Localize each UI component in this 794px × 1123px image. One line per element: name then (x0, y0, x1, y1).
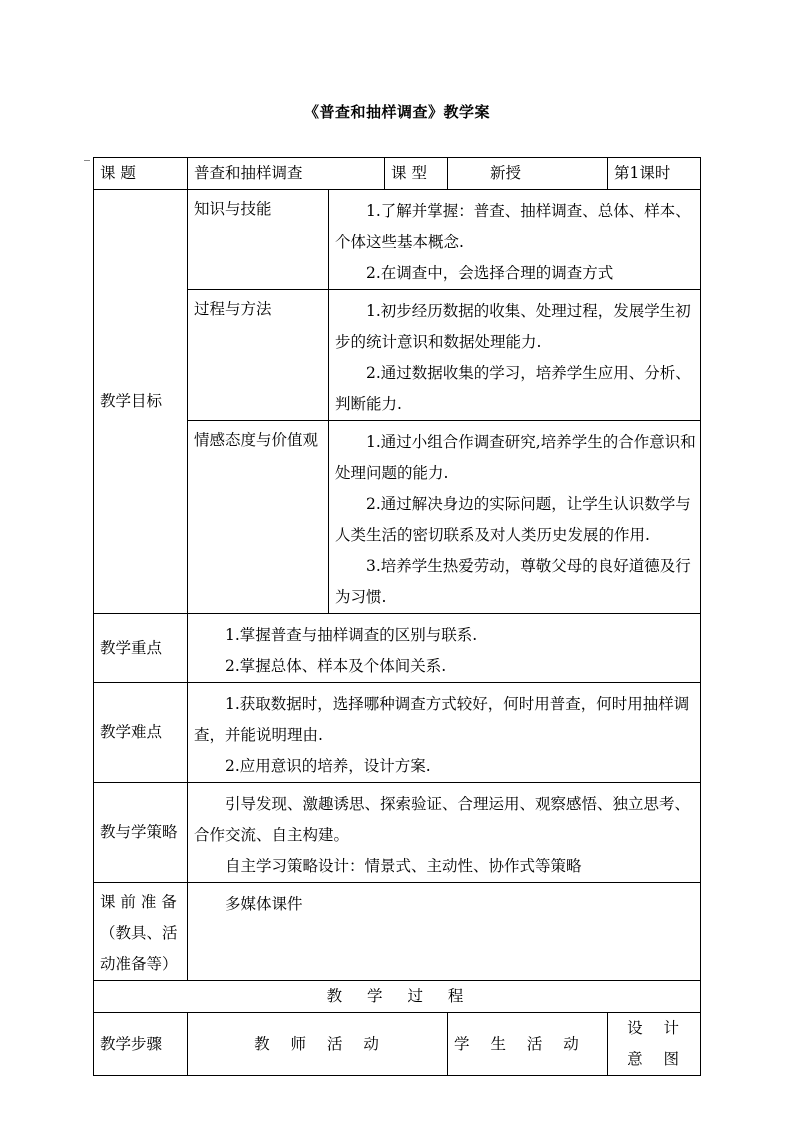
process-heading-text: 教 学 过 程 (326, 987, 474, 1005)
col-teacher-text: 教 师 活 动 (254, 1034, 387, 1053)
preparation-value-cell (188, 883, 701, 981)
key-points-items (188, 614, 701, 683)
strategy-label: 教与学策略 (94, 783, 188, 883)
key-points-label: 教学重点 (94, 614, 188, 683)
objective-item: 1.初步经历数据的收集、处理过程，发展学生初步的统计意识和数据处理能力. (335, 302, 691, 351)
lesson-plan-table (93, 157, 701, 1076)
objective-item: 2.通过解决身边的实际问题，让学生认识数学与人类生活的密切联系及对人类历史发展的作用. (335, 495, 691, 544)
preparation-label (94, 883, 188, 981)
preparation-value: 多媒体课件 (225, 895, 303, 913)
objective-group-name: 过程与方法 (188, 290, 329, 421)
subject-value: 普查和抽样调查 (188, 158, 385, 190)
page-title: 《普查和抽样调查》教学案 (303, 103, 490, 121)
preparation-label-line: （教具、活 (100, 924, 178, 942)
objective-item: 2.在调查中，会选择合理的调查方式 (366, 264, 614, 282)
type-value: 新授 (448, 158, 608, 190)
objective-item: 1.通过小组合作调查研究,培养学生的合作意识和处理问题的能力. (335, 433, 696, 482)
objective-item: 2.通过数据收集的学习，培养学生应用、分析、判断能力. (335, 364, 691, 413)
difficulty-item: 2.应用意识的培养，设计方案. (225, 757, 431, 775)
preparation-row (94, 883, 701, 981)
difficulty-item: 1.获取数据时，选择哪种调查方式较好，何时用普查，何时用抽样调查，并能说明理由. (194, 695, 690, 744)
strategy-item: 引导发现、激趣诱思、探索验证、合理运用、观察感悟、独立思考、合作交流、自主构建。 (194, 795, 691, 844)
preparation-label-line: 课 前 准 备 (100, 893, 177, 911)
preparation-label-line: 动准备等） (100, 955, 178, 973)
period-value: 第1课时 (608, 158, 701, 190)
strategy-row (94, 783, 701, 883)
objective-group-name: 情感态度与价值观 (188, 421, 329, 614)
strategy-item: 自主学习策略设计：情景式、主动性、协作式等策略 (225, 857, 582, 875)
difficulties-row (94, 683, 701, 783)
col-intent-text: 设 计 意 图 (627, 1019, 687, 1068)
header-row (94, 158, 701, 190)
objective-item: 3.培养学生热爱劳动，尊敬父母的良好道德及行为习惯. (335, 557, 691, 606)
objective-items (329, 421, 701, 614)
col-student (448, 1013, 608, 1076)
key-point-item: 1.掌握普查与抽样调查的区别与联系. (225, 626, 478, 644)
objective-row-knowledge (94, 190, 701, 290)
difficulties-items (188, 683, 701, 783)
process-heading (94, 981, 701, 1013)
objectives-label: 教学目标 (94, 190, 188, 614)
objective-items (329, 290, 701, 421)
strategy-items (188, 783, 701, 883)
margin-mark: _ (84, 147, 90, 161)
type-label: 课 型 (385, 158, 448, 190)
process-heading-row (94, 981, 701, 1013)
objective-item: 1.了解并掌握：普查、抽样调查、总体、样本、个体这些基本概念. (335, 202, 691, 251)
col-teacher (188, 1013, 448, 1076)
col-step: 教学步骤 (94, 1013, 188, 1076)
key-point-item: 2.掌握总体、样本及个体间关系. (225, 657, 447, 675)
objective-group-name: 知识与技能 (188, 190, 329, 290)
col-student-text: 学 生 活 动 (454, 1034, 587, 1053)
difficulties-label: 教学难点 (94, 683, 188, 783)
key-points-row (94, 614, 701, 683)
subject-label: 课 题 (94, 158, 188, 190)
objective-items (329, 190, 701, 290)
col-intent (608, 1013, 701, 1076)
process-columns-row (94, 1013, 701, 1076)
